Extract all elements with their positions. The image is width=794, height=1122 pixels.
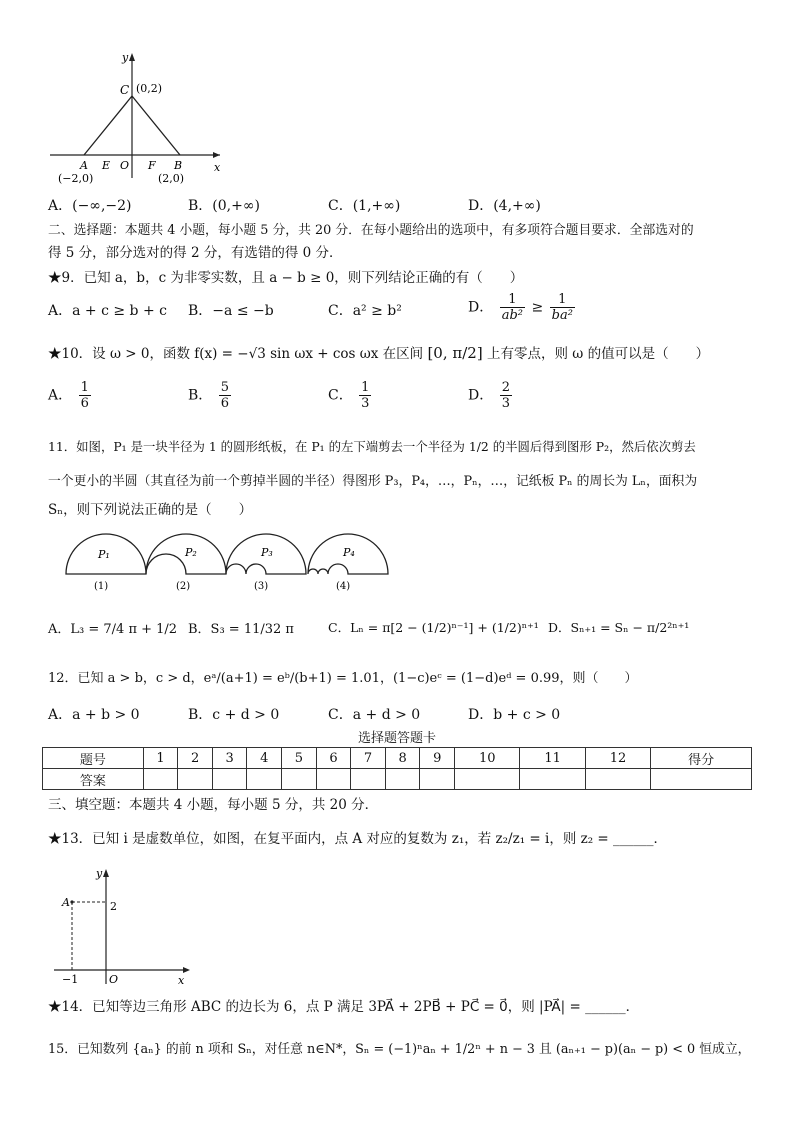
origin-label: O xyxy=(120,159,130,172)
figure-p4-label: P₄ xyxy=(343,546,355,559)
q11-option-c: C．Lₙ = π[2 − (1/2)ⁿ⁻¹] + (1/2)ⁿ⁺¹ xyxy=(328,620,539,635)
header-cell: 题号 xyxy=(43,748,144,769)
q10-a-num: 1 xyxy=(80,380,89,395)
header-cell: 4 xyxy=(247,748,282,769)
header-cell: 得分 xyxy=(651,748,752,769)
q9-option-d xyxy=(468,292,577,323)
point-f-label: F xyxy=(148,159,156,172)
answer-cell-8[interactable] xyxy=(385,769,420,790)
header-cell: 9 xyxy=(420,748,455,769)
header-cell: 8 xyxy=(385,748,420,769)
q9-d-num1: 1 xyxy=(500,292,525,308)
figure-p4-number: (4) xyxy=(336,581,351,592)
x-axis-arrow-icon xyxy=(213,152,220,158)
q10-d-label: D． xyxy=(468,387,494,404)
q12-option-a: A．a + b > 0 xyxy=(48,707,140,723)
q9-d-relation: ≥ xyxy=(531,299,544,316)
figure-p1-label: P₁ xyxy=(98,548,110,561)
answer-cell-12[interactable] xyxy=(585,769,650,790)
q12-option-c: C．a + d > 0 xyxy=(328,707,421,723)
q10-stem xyxy=(48,343,709,364)
q12-option-b: B．c + d > 0 xyxy=(188,707,280,723)
section3-heading: 三、填空题：本题共 4 小题，每小题 5 分，共 20 分． xyxy=(48,797,379,813)
answer-card-table xyxy=(42,747,752,790)
q9-d-fraction-2 xyxy=(550,292,575,323)
q10-c-den: 3 xyxy=(361,396,370,411)
point-a-label: A xyxy=(62,896,70,909)
header-cell: 6 xyxy=(316,748,351,769)
header-cell: 3 xyxy=(212,748,247,769)
figure-p3 xyxy=(226,534,306,592)
q8-option-d: D．(4,+∞) xyxy=(468,198,541,214)
q9-stem: ★9．已知 a，b，c 为非零实数，且 a − b ≥ 0，则下列结论正确的有（ ） xyxy=(48,270,524,286)
tick-label-neg1: −1 xyxy=(62,973,79,986)
answer-cell-4[interactable] xyxy=(247,769,282,790)
imag-axis-arrow-icon xyxy=(103,869,109,877)
answer-card-header-row xyxy=(43,748,752,769)
header-cell: 12 xyxy=(585,748,650,769)
header-cell: 10 xyxy=(455,748,520,769)
q9-d-fraction-1 xyxy=(500,292,525,323)
point-b-label: B xyxy=(174,159,183,172)
y-axis-label: y xyxy=(122,51,129,64)
point-a-label: A xyxy=(80,159,88,172)
figure-p3-number: (3) xyxy=(254,581,269,592)
section2-line2: 得 5 分，部分选对的得 2 分，有选错的得 0 分． xyxy=(48,245,343,261)
q11-option-b: B．S₃ = 11/32 π xyxy=(188,622,294,637)
point-e-label: E xyxy=(102,159,111,172)
q8-option-b: B．(0,+∞) xyxy=(188,198,260,214)
point-b-coord: (2,0) xyxy=(158,172,185,185)
q9-d-num2: 1 xyxy=(550,292,575,308)
header-cell: 5 xyxy=(282,748,317,769)
answer-card-title: 选择题答题卡 xyxy=(357,731,436,746)
answer-cell-1[interactable] xyxy=(143,769,178,790)
figure-p4 xyxy=(308,534,388,592)
figure-p3-label: P₃ xyxy=(261,546,273,559)
header-cell: 2 xyxy=(178,748,213,769)
point-a-coord: (−2,0) xyxy=(58,172,94,185)
q12-option-d: D．b + c > 0 xyxy=(468,707,561,723)
q10-b-den: 6 xyxy=(220,396,230,411)
q14-stem: ★14．已知等边三角形 ABC 的边长为 6，点 P 满足 3PA⃗ + 2PB⃗ + PC⃗ = 0⃗，则 |PA⃗| = ______． xyxy=(48,999,640,1015)
section2-line1: 二、选择题：本题共 4 小题，每小题 5 分，共 20 分．在每小题给出的选项中，有多项符合题目要求．全部选对的 xyxy=(48,223,694,238)
q11-line3: Sₙ，则下列说法正确的是（ ） xyxy=(48,502,253,518)
imag-axis-label: y xyxy=(96,867,103,880)
q9-option-a: A．a + c ≥ b + c xyxy=(48,303,167,319)
x-axis-label: x xyxy=(214,161,221,174)
figure-p2-label: P₂ xyxy=(185,546,197,559)
real-axis-label: x xyxy=(178,974,185,987)
figure-p2 xyxy=(146,534,226,592)
q10-option-c xyxy=(328,380,373,411)
q9-option-b: B．−a ≤ −b xyxy=(188,303,274,319)
q10-c-label: C． xyxy=(328,387,353,404)
answer-row-label: 答案 xyxy=(43,769,144,790)
header-cell: 1 xyxy=(143,748,178,769)
q10-stem-pre: ★10．设 ω > 0，函数 f(x) = −√3 sin ωx + cos ωx 在区间 xyxy=(48,346,424,362)
q10-stem-post: 上有零点，则 ω 的值可以是（ ） xyxy=(487,346,710,362)
point-a-dot xyxy=(70,900,73,903)
answer-cell-9[interactable] xyxy=(420,769,455,790)
answer-cell-2[interactable] xyxy=(178,769,213,790)
q10-c-num: 1 xyxy=(361,380,370,395)
q13-complex-plane xyxy=(48,862,198,988)
q13-stem: ★13．已知 i 是虚数单位，如图，在复平面内，点 A 对应的复数为 z₁，若 z₂/z₁ = i，则 z₂ = ______． xyxy=(48,831,668,847)
q10-a-label: A． xyxy=(48,387,73,404)
q9-d-label: D． xyxy=(468,299,494,316)
q10-option-a xyxy=(48,380,93,411)
answer-cell-5[interactable] xyxy=(282,769,317,790)
answer-cell-11[interactable] xyxy=(520,769,585,790)
q8-option-a: A．(−∞,−2) xyxy=(48,198,132,214)
q11-option-d: D．Sₙ₊₁ = Sₙ − π/2²ⁿ⁺¹ xyxy=(548,620,690,635)
answer-cell-6[interactable] xyxy=(316,769,351,790)
header-cell: 11 xyxy=(520,748,585,769)
q10-b-num: 5 xyxy=(220,380,230,395)
answer-cell-7[interactable] xyxy=(351,769,386,790)
q11-line1: 11．如图，P₁ 是一块半径为 1 的圆形纸板，在 P₁ 的左下端剪去一个半径为 1/2 的半圆后得到图形 P₂，然后依次剪去 xyxy=(48,439,696,454)
q10-option-b xyxy=(188,380,233,411)
answer-cell-3[interactable] xyxy=(212,769,247,790)
q9-option-c: C．a² ≥ b² xyxy=(328,303,402,319)
point-c-label: C xyxy=(120,83,130,97)
q10-a-den: 6 xyxy=(80,396,89,411)
y-axis-arrow-icon xyxy=(129,53,135,61)
figure-p1 xyxy=(66,534,146,592)
q12-stem: 12．已知 a > b，c > d，eᵃ/(a+1) = eᵇ/(b+1) = 1.01，(1−c)eᶜ = (1−d)eᵈ = 0.99，则（ ） xyxy=(48,671,638,686)
q11-line2: 一个更小的半圆（其直径为前一个剪掉半圆的半径）得图形 P₃，P₄，…，Pₙ，…，记纸板 Pₙ 的周长为 Lₙ，面积为 xyxy=(48,474,698,489)
point-c-coord: (0,2) xyxy=(136,82,163,95)
answer-cell-10[interactable] xyxy=(455,769,520,790)
q10-interval: [0, π/2] xyxy=(427,344,483,362)
q8-option-c: C．(1,+∞) xyxy=(328,198,401,214)
origin-label: O xyxy=(109,973,119,986)
q10-d-num: 2 xyxy=(501,380,510,395)
figure-p2-number: (2) xyxy=(176,581,191,592)
answer-cell-score[interactable] xyxy=(651,769,752,790)
tick-label-2: 2 xyxy=(110,900,117,913)
q11-figures xyxy=(58,532,398,594)
header-cell: 7 xyxy=(351,748,386,769)
real-axis-arrow-icon xyxy=(183,967,190,973)
function-graph-1 xyxy=(40,48,230,188)
q15-stem: 15．已知数列 {aₙ} 的前 n 项和 Sₙ，对任意 n∈N*，Sₙ = (−1)ⁿaₙ + 1/2ⁿ + n − 3 且 (aₙ₊₁ − p)(aₙ − p) < 0 恒成立， xyxy=(48,1042,751,1057)
q9-d-den1: ab² xyxy=(501,308,523,323)
q10-d-den: 3 xyxy=(501,396,510,411)
answer-card-answer-row xyxy=(43,769,752,790)
q10-option-d xyxy=(468,380,514,411)
q11-option-a: A．L₃ = 7/4 π + 1/2 xyxy=(48,622,178,637)
q9-d-den2: ba² xyxy=(551,308,573,323)
q10-b-label: B． xyxy=(188,387,213,404)
figure-p1-number: (1) xyxy=(94,581,109,592)
